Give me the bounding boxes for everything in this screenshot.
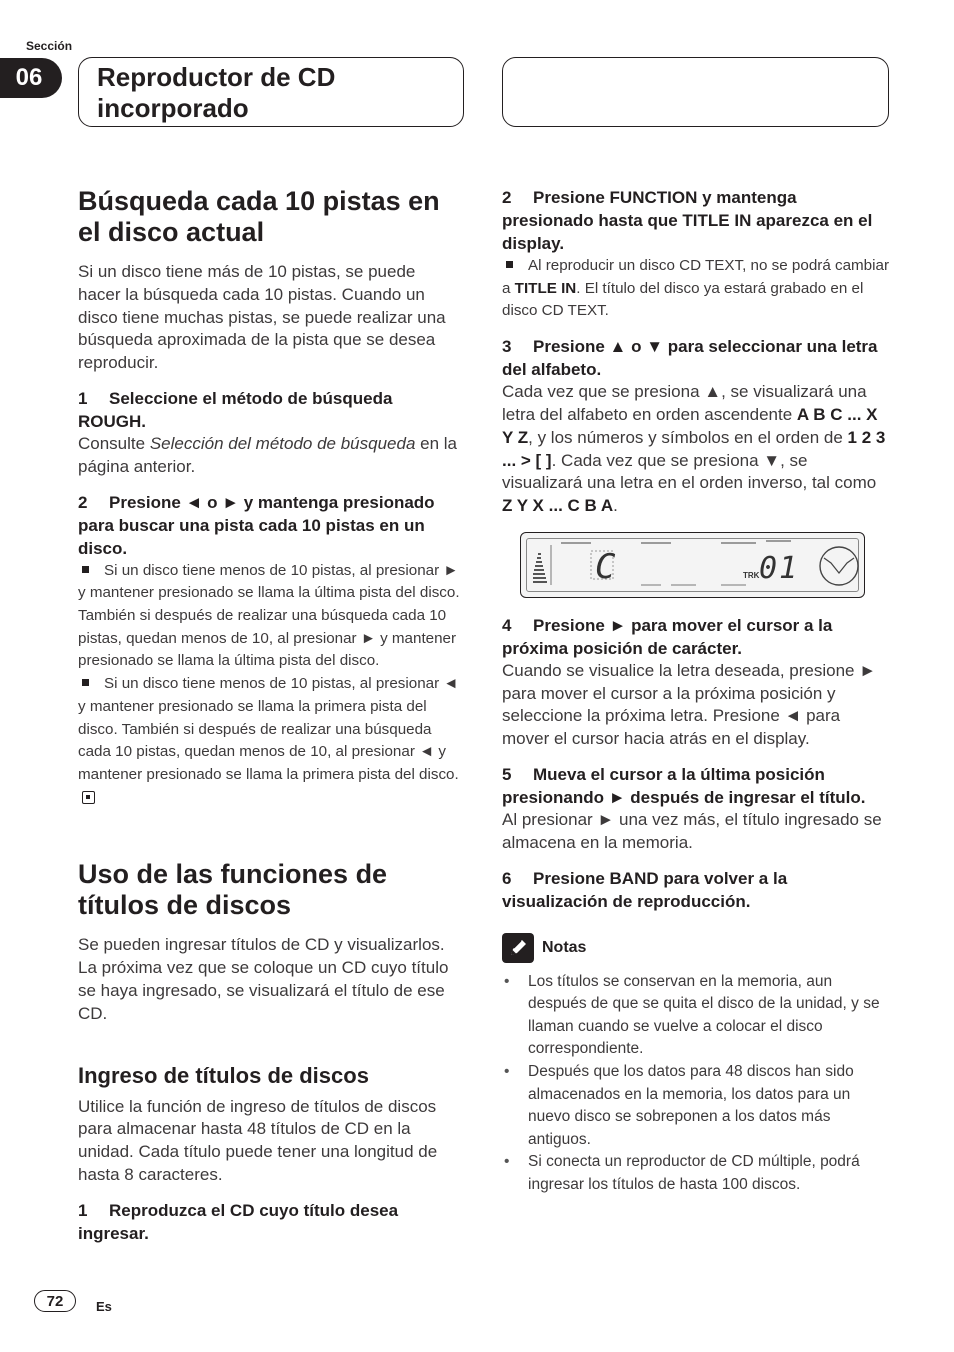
step-number: 4 (502, 615, 512, 635)
step-text: Presione ► para mover el cursor a la próxima posición de carácter. (502, 615, 833, 658)
notes-header (502, 933, 890, 963)
step-number: 5 (502, 765, 512, 785)
step-2r-title (502, 186, 890, 255)
square-bullet-icon (82, 566, 89, 573)
end-of-section-icon (82, 791, 95, 804)
step-number: 2 (502, 188, 512, 207)
list-item: • Si conecta un reproductor de CD múltiple, podrá ingresar los títulos de hasta 100 discos. (502, 1151, 890, 1196)
text: . (613, 496, 618, 516)
text: Consulte (78, 433, 150, 453)
step-number: 1 (78, 1200, 88, 1220)
bold-sequence: 1 2 3 ... > [ ] (502, 427, 886, 470)
note-text: . El título del disco ya estará grabado en el disco CD TEXT. (502, 279, 864, 320)
step-3-title (502, 335, 890, 381)
note-text: Al reproducir un disco CD TEXT, no se podrá cambiar a (502, 257, 890, 297)
step-text: Reproduzca el CD cuyo título desea ingresar. (78, 1200, 399, 1243)
lcd-graphic (521, 533, 864, 597)
step-6-title (502, 867, 890, 913)
lcd-display-illustration (520, 532, 865, 598)
list-item: • Después que los datos para 48 discos han sido almacenados en la memoria, los datos para un nuevo disco se sobreponen a los datos más antiguos. (502, 1061, 890, 1151)
step-4-body: Cuando se visualice la letra deseada, presione ► para mover el cursor a la próxima posición y seleccione la próxima letra. Presione ◄ para mover el cursor hacia atrás en el display. (502, 660, 877, 749)
lcd-track-number: 01 (759, 550, 800, 586)
section-number-tab: 06 (0, 58, 62, 98)
text: , y los números y símbolos en el orden de (528, 427, 848, 447)
step-number: 2 (78, 492, 88, 512)
step-5-body: Al presionar ► una vez más, el título ingresado se almacena en la memoria. (502, 810, 882, 852)
heading-ingreso: Ingreso de títulos de discos (78, 1062, 369, 1088)
note-bold: TITLE IN (514, 279, 577, 297)
chapter-title-box (78, 57, 464, 127)
step-2-title (78, 491, 462, 560)
section-label: Sección (26, 39, 73, 53)
chapter-title-line2: incorporado (97, 93, 249, 123)
step-text: Presione ◄ o ► y mantenga presionado para buscar una pista cada 10 pistas en un disco. (78, 492, 435, 558)
step-2-note-2 (78, 673, 462, 809)
square-bullet-icon (82, 679, 89, 686)
step-5-title (502, 763, 890, 809)
uso-titulos-intro: Se pueden ingresar títulos de CD y visualizarlos. La próxima vez que se coloque un CD cuyo título se haya ingresado, se visualizará el título de ese CD. (78, 935, 449, 1023)
lcd-trk-label: TRK (743, 570, 760, 580)
step-1-title (78, 387, 462, 433)
ingreso-intro: Utilice la función de ingreso de títulos de discos para almacenar hasta 48 títulos de CD en la unidad. Cada título puede tener una longitud de hasta 8 caracteres. (78, 1096, 438, 1184)
chapter-title-line1: Reproductor de CD (97, 62, 336, 92)
list-item: • Los títulos se conservan en la memoria, aun después de que se quita el disco de la unidad, y se llaman cuando se vuelve a colocar el disco correspondiente. (502, 971, 890, 1061)
text: . Cada vez que se presiona ▼, se visualizará una letra en el orden inverso, tal como (502, 450, 877, 493)
pencil-note-icon (502, 933, 534, 963)
step-text: Presione FUNCTION y mantenga presionado hasta que TITLE IN aparezca en el display. (502, 188, 873, 253)
square-bullet-icon (506, 261, 513, 268)
empty-header-box (502, 57, 889, 127)
notes-label: Notas (542, 938, 587, 956)
page-number: 72 (34, 1290, 76, 1312)
lcd-character: C (595, 546, 616, 587)
step-2r-note (502, 255, 890, 323)
note-text: Si un disco tiene menos de 10 pistas, al presionar ► y mantener presionado se llama la última pista del disco. También si después de realizar una búsqueda cada 10 pistas, quedan menos de 10, al presionar ► y mantener presionado se llama la última pista del disco. (78, 561, 460, 670)
text: Cada vez que se presiona ▲, se visualizará una letra del alfabeto en orden ascendente (502, 382, 867, 424)
left-column (78, 186, 462, 1245)
notes-list (502, 971, 890, 1197)
step-3-body (502, 381, 890, 518)
step-text: Seleccione el método de búsqueda ROUGH. (78, 388, 393, 431)
step-number: 3 (502, 337, 512, 357)
step-4-title (502, 614, 890, 660)
bold-sequence: A B C ... X Y Z (502, 404, 878, 447)
note-text: Si un disco tiene menos de 10 pistas, al presionar ◄ y mantener presionado se llama la primera pista del disco. También si después de realizar una búsqueda cada 10 pistas, quedan menos de 10, al presionar ◄ y mantener presionado se llama la primera pista del disco. (78, 675, 459, 783)
right-column (502, 186, 890, 1197)
busqueda-intro: Si un disco tiene más de 10 pistas, se puede hacer la búsqueda cada 10 pistas. Cuando un disco tiene muchas pistas, se puede realizar una búsqueda aproximada de la pista que se desea reproducir. (78, 262, 446, 373)
step-number: 1 (78, 388, 88, 408)
step-text: Mueva el cursor a la última posición presionando ► después de ingresar el título. (502, 765, 866, 808)
step-text: Presione BAND para volver a la visualización de reproducción. (502, 868, 788, 911)
heading-busqueda: Búsqueda cada 10 pistas en el disco actual (78, 186, 440, 247)
step-text: Presione ▲ o ▼ para seleccionar una letra del alfabeto. (502, 337, 878, 380)
language-code: Es (96, 1299, 112, 1314)
step-number: 6 (502, 868, 512, 888)
text: en la página anterior. (78, 433, 458, 476)
step-2-note-1 (78, 560, 462, 674)
step-b1-title (78, 1199, 462, 1245)
cross-reference: Selección del método de búsqueda (149, 433, 416, 453)
heading-uso-titulos: Uso de las funciones de títulos de discos (78, 859, 388, 921)
bold-sequence: Z Y X ... C B A (502, 496, 614, 516)
step-1-body (78, 433, 462, 479)
